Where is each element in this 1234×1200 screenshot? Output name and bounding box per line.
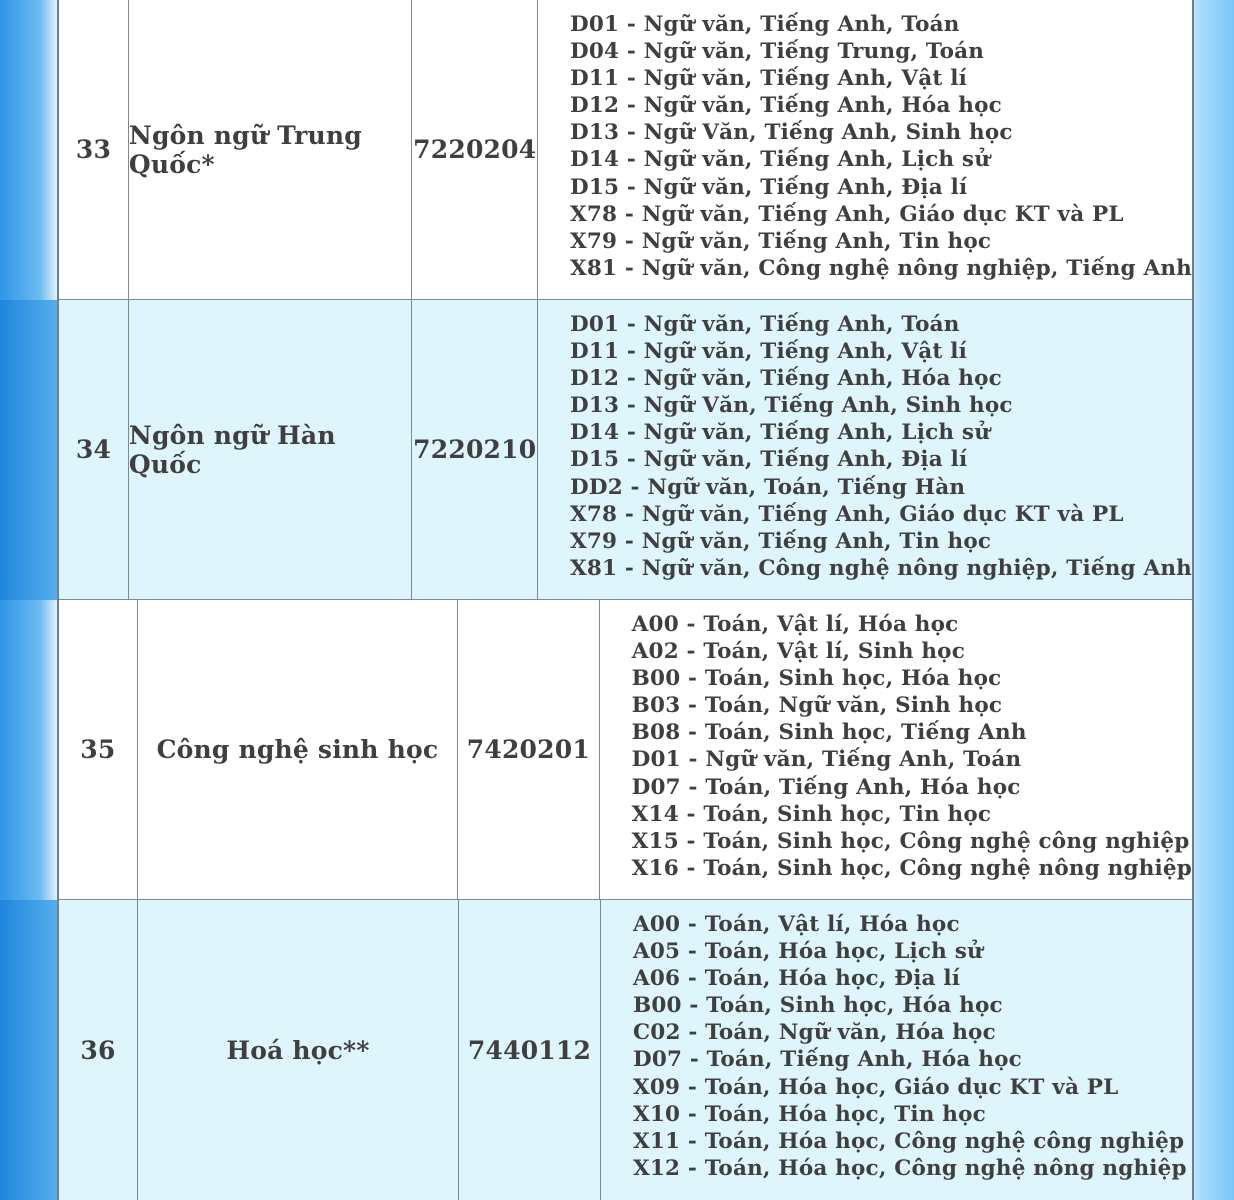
- row-number: 33: [59, 0, 129, 299]
- combination-item: X09 - Toán, Hóa học, Giáo dục KT và PL: [633, 1074, 1119, 1100]
- combination-item: X15 - Toán, Sinh học, Công nghệ công nghiệp: [631, 828, 1190, 854]
- combination-item: X79 - Ngữ văn, Tiếng Anh, Tin học: [570, 528, 992, 554]
- background-decoration: [0, 300, 58, 600]
- combination-item: D01 - Ngữ văn, Tiếng Anh, Toán: [570, 12, 960, 37]
- combination-item: D01 - Ngữ văn, Tiếng Anh, Toán: [631, 747, 1022, 773]
- combination-item: X16 - Toán, Sinh học, Công nghệ nông nghiệp: [631, 855, 1193, 881]
- major-code: 7440112: [459, 900, 601, 1200]
- subject-combinations: [538, 0, 1192, 299]
- combination-item: A00 - Toán, Vật lí, Hóa học: [631, 612, 959, 637]
- combination-item: D14 - Ngữ văn, Tiếng Anh, Lịch sử: [570, 147, 991, 173]
- combination-item: D13 - Ngữ Văn, Tiếng Anh, Sinh học: [570, 393, 1013, 419]
- combination-item: B00 - Toán, Sinh học, Hóa học: [631, 666, 1002, 692]
- combination-item: X78 - Ngữ văn, Tiếng Anh, Giáo dục KT và PL: [570, 201, 1124, 227]
- combination-item: D14 - Ngữ văn, Tiếng Anh, Lịch sử: [570, 420, 991, 446]
- combination-item: A05 - Toán, Hóa học, Lịch sử: [633, 939, 983, 965]
- combination-item: D07 - Toán, Tiếng Anh, Hóa học: [631, 774, 1021, 800]
- combination-item: D15 - Ngữ văn, Tiếng Anh, Địa lí: [570, 447, 968, 473]
- combination-item: D04 - Ngữ văn, Tiếng Trung, Toán: [570, 39, 985, 65]
- combination-item: D15 - Ngữ văn, Tiếng Anh, Địa lí: [570, 174, 968, 200]
- combination-item: D11 - Ngữ văn, Tiếng Anh, Vật lí: [570, 339, 967, 365]
- combination-item: X10 - Toán, Hóa học, Tin học: [633, 1101, 986, 1127]
- combination-item: B00 - Toán, Sinh học, Hóa học: [633, 993, 1003, 1019]
- combination-item: X81 - Ngữ văn, Công nghệ nông nghiệp, Tiếng Anh: [570, 255, 1192, 281]
- subject-combinations: [538, 300, 1192, 599]
- combination-item: D11 - Ngữ văn, Tiếng Anh, Vật lí: [570, 66, 967, 92]
- table-row: [59, 0, 1192, 300]
- combination-item: D12 - Ngữ văn, Tiếng Anh, Hóa học: [570, 93, 1002, 119]
- combination-item: X12 - Toán, Hóa học, Công nghệ nông nghiệp: [633, 1155, 1187, 1181]
- table-row: [59, 300, 1192, 600]
- row-number: 36: [59, 900, 138, 1200]
- major-code: 7220204: [412, 0, 538, 299]
- combination-item: X81 - Ngữ văn, Công nghệ nông nghiệp, Tiếng Anh: [570, 555, 1192, 581]
- combination-item: A02 - Toán, Vật lí, Sinh học: [631, 639, 966, 665]
- row-number: 34: [59, 300, 129, 599]
- row-number: 35: [59, 600, 138, 899]
- table-row: [59, 900, 1192, 1200]
- combination-item: X79 - Ngữ văn, Tiếng Anh, Tin học: [570, 228, 992, 254]
- subject-combinations: [601, 900, 1192, 1200]
- combination-item: A06 - Toán, Hóa học, Địa lí: [633, 966, 961, 992]
- major-name: Ngôn ngữ Hàn Quốc: [129, 300, 413, 599]
- combination-item: D07 - Toán, Tiếng Anh, Hóa học: [633, 1047, 1022, 1073]
- combination-item: X11 - Toán, Hóa học, Công nghệ công nghiệp: [633, 1128, 1185, 1154]
- major-name: Ngôn ngữ Trung Quốc*: [129, 0, 413, 299]
- combination-item: D01 - Ngữ văn, Tiếng Anh, Toán: [570, 312, 960, 337]
- combination-item: D13 - Ngữ Văn, Tiếng Anh, Sinh học: [570, 120, 1013, 146]
- combination-item: D12 - Ngữ văn, Tiếng Anh, Hóa học: [570, 366, 1002, 392]
- admission-table: [57, 0, 1194, 1200]
- major-code: 7420201: [458, 600, 600, 899]
- background-decoration: [0, 900, 58, 1200]
- major-name: Hoá học**: [138, 900, 459, 1200]
- combination-item: X14 - Toán, Sinh học, Tin học: [631, 801, 992, 827]
- combination-item: A00 - Toán, Vật lí, Hóa học: [633, 912, 960, 937]
- combination-item: C02 - Toán, Ngữ văn, Hóa học: [633, 1020, 996, 1046]
- combination-item: X78 - Ngữ văn, Tiếng Anh, Giáo dục KT và PL: [570, 501, 1124, 527]
- table-row: [59, 600, 1192, 900]
- combination-item: DD2 - Ngữ văn, Toán, Tiếng Hàn: [570, 474, 966, 500]
- major-code: 7220210: [412, 300, 538, 599]
- combination-item: B08 - Toán, Sinh học, Tiếng Anh: [631, 720, 1027, 746]
- major-name: Công nghệ sinh học: [138, 600, 458, 899]
- subject-combinations: [600, 600, 1192, 899]
- combination-item: B03 - Toán, Ngữ văn, Sinh học: [631, 693, 1003, 719]
